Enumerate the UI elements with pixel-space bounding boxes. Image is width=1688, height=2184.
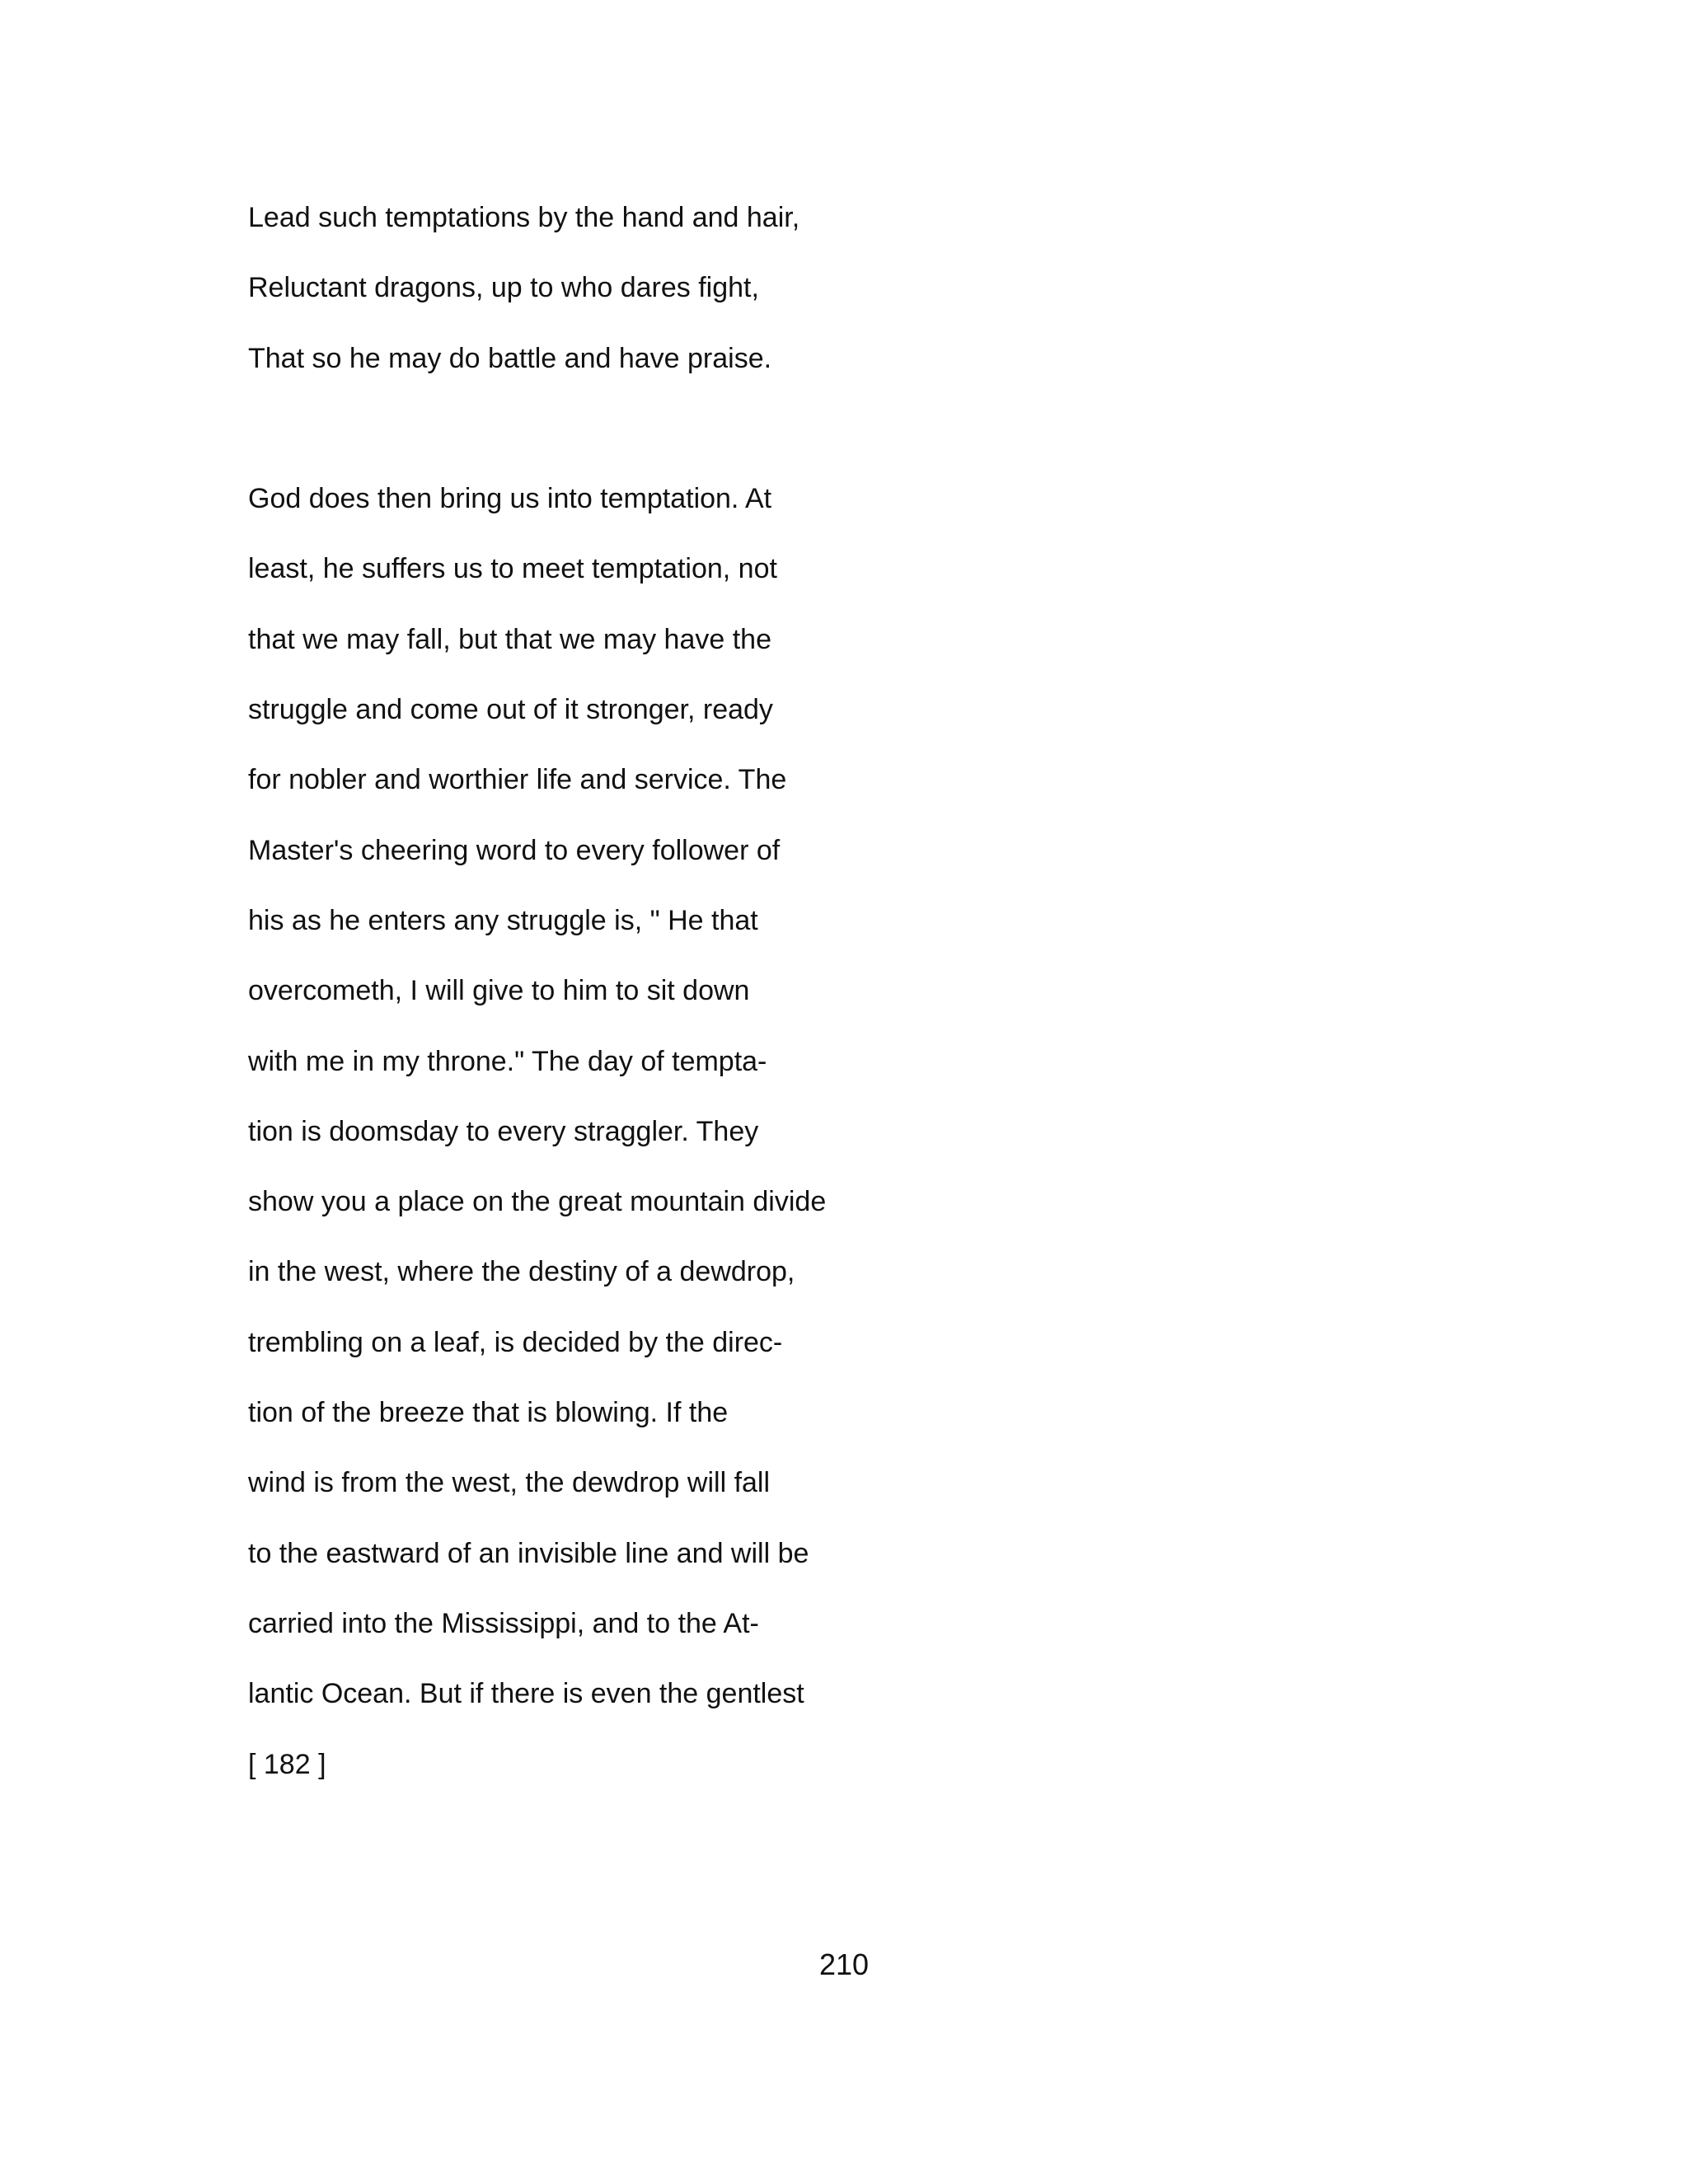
paragraph-line: with me in my throne." The day of tempta- — [248, 1045, 767, 1077]
paragraph-line: carried into the Mississippi, and to the At- — [248, 1607, 759, 1639]
body-text — [248, 198, 1237, 1815]
paragraph-line: God does then bring us into temptation. At — [248, 483, 772, 515]
paragraph-line: his as he enters any struggle is, " He that — [248, 904, 758, 936]
paragraph-line: Master's cheering word to every follower of — [248, 834, 781, 866]
paragraph-line: trembling on a leaf, is decided by the direc- — [248, 1326, 783, 1358]
page-number: 210 — [818, 1947, 870, 1981]
paragraph-line: least, he suffers us to meet temptation, not — [248, 553, 777, 585]
paragraph-line: tion is doomsday to every straggler. They — [248, 1115, 759, 1147]
paragraph-line: show you a place on the great mountain divide — [248, 1186, 827, 1218]
paragraph-line: to the eastward of an invisible line and will be — [248, 1537, 809, 1569]
poem-line: Lead such temptations by the hand and hair, — [248, 202, 800, 233]
paragraph-line: overcometh, I will give to him to sit down — [248, 975, 750, 1007]
paragraph-line: lantic Ocean. But if there is even the gentlest — [248, 1678, 804, 1710]
paragraph-line: wind is from the west, the dewdrop will fall — [248, 1467, 771, 1499]
paragraph-line: struggle and come out of it stronger, ready — [248, 694, 773, 726]
paragraph-line: for nobler and worthier life and service. The — [248, 764, 787, 796]
poem-line: Reluctant dragons, up to who dares fight, — [248, 272, 759, 304]
paragraph-line: in the west, where the destiny of a dewdrop, — [248, 1256, 795, 1288]
book-page-marker: [ 182 ] — [248, 1748, 326, 1780]
stanza-gap — [248, 409, 1237, 479]
paragraph-line: tion of the breeze that is blowing. If the — [248, 1397, 729, 1429]
paragraph-line: that we may fall, but that we may have the — [248, 623, 771, 655]
poem-line: That so he may do battle and have praise. — [248, 342, 772, 374]
